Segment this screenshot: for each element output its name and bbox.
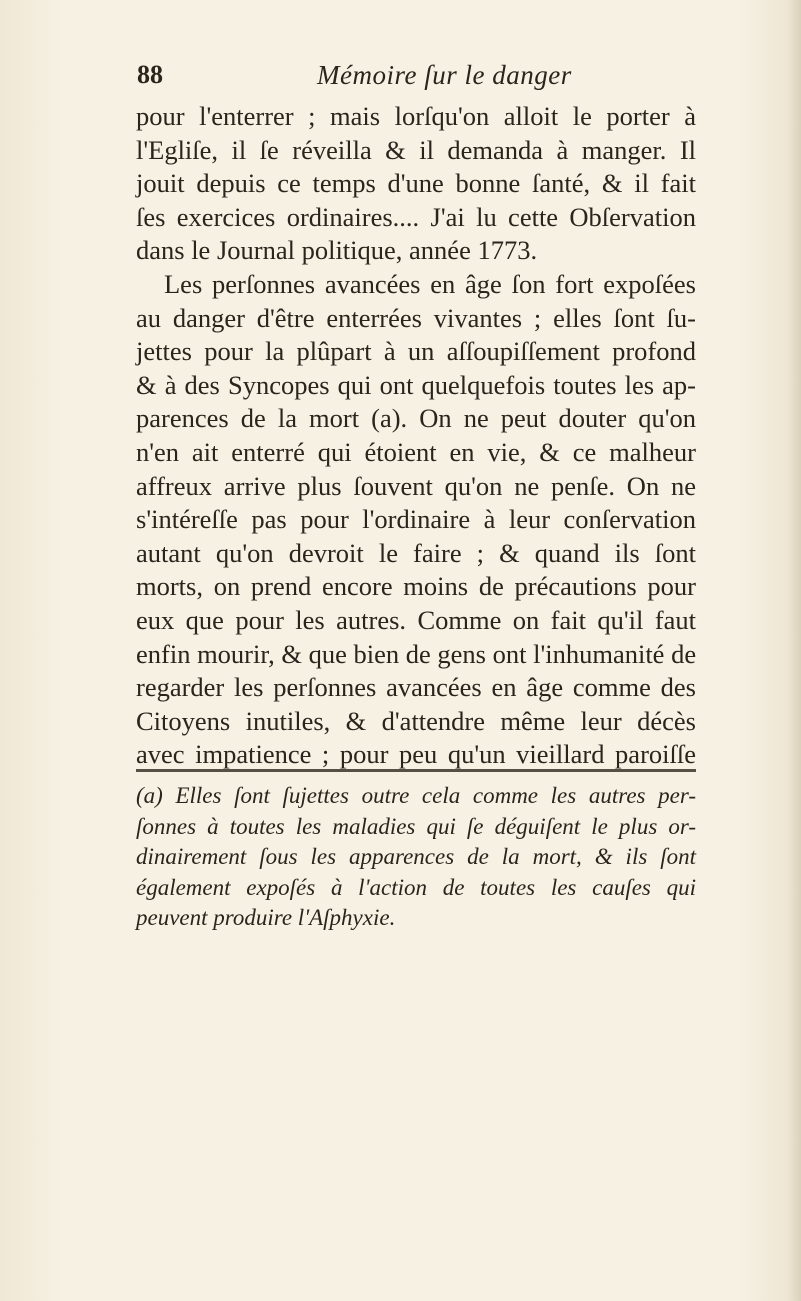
text-line: regarder les perſonnes avancées en âge comme des bbox=[136, 672, 696, 703]
text-line: morts, on prend encore moins de précautions pour bbox=[136, 571, 696, 602]
footnote-line: dinairement ſous les apparences de la mort, & ils ſont bbox=[136, 844, 696, 869]
text-line: affreux arrive plus ſouvent qu'on ne penſe. On ne bbox=[136, 470, 696, 501]
main-text bbox=[136, 100, 696, 772]
text-line: pour l'enterrer ; mais lorſqu'on alloit le porter à bbox=[136, 101, 696, 131]
text-line: dans le Journal politique, année 1773. bbox=[136, 235, 538, 266]
text-line: eux que pour les autres. Comme on fait qu'il faut bbox=[136, 604, 696, 635]
text-line: & à des Syncopes qui ont quelquefois toutes les ap- bbox=[136, 369, 696, 400]
text-line: autant qu'on devroit le faire ; & quand ils ſont bbox=[136, 537, 696, 568]
text-line: au danger d'être enterrées vivantes ; elles ſont ſu- bbox=[136, 302, 696, 333]
text-line: s'intéreſſe pas pour l'ordinaire à leur conſervation bbox=[136, 504, 696, 535]
text-line: jettes pour la plûpart à un aſſoupiſſement profond bbox=[136, 336, 696, 367]
page-number: 88 bbox=[137, 60, 163, 89]
page-edge-shadow bbox=[787, 0, 801, 1301]
text-line: Citoyens inutiles, & d'attendre même leur décès bbox=[136, 705, 696, 736]
running-head bbox=[137, 60, 697, 94]
footnote bbox=[136, 781, 696, 934]
footnote-line: (a) Elles ſont ſujettes outre cela comme les autres per- bbox=[136, 783, 696, 808]
text-line: ſes exercices ordinaires.... J'ai lu cette Obſervation bbox=[136, 201, 696, 232]
footnote-line: ſonnes à toutes les maladies qui ſe déguiſent le plus or- bbox=[136, 813, 696, 839]
running-title: Mémoire ſur le danger bbox=[317, 60, 572, 90]
footnote-line: peuvent produire l'Aſphyxie. bbox=[136, 905, 396, 930]
text-line: jouit depuis ce temps d'une bonne ſanté, & il fait bbox=[136, 168, 696, 199]
text-line: n'en ait enterré qui étoient en vie, & ce malheur bbox=[136, 436, 696, 467]
footnote-divider bbox=[136, 769, 696, 772]
text-line: enfin mourir, & que bien de gens ont l'inhumanité de bbox=[136, 638, 697, 669]
footnote-line: également expoſés à l'action de toutes les cauſes qui bbox=[136, 874, 696, 900]
text-line: Les perſonnes avancées en âge ſon fort expoſées bbox=[164, 268, 696, 299]
text-line: l'Egliſe, il ſe réveilla & il demanda à manger. Il bbox=[136, 134, 696, 165]
text-line: parences de la mort (a). On ne peut douter qu'on bbox=[136, 403, 696, 434]
text-line: avec impatience ; pour peu qu'un vieillard paroiſſe bbox=[136, 739, 696, 770]
